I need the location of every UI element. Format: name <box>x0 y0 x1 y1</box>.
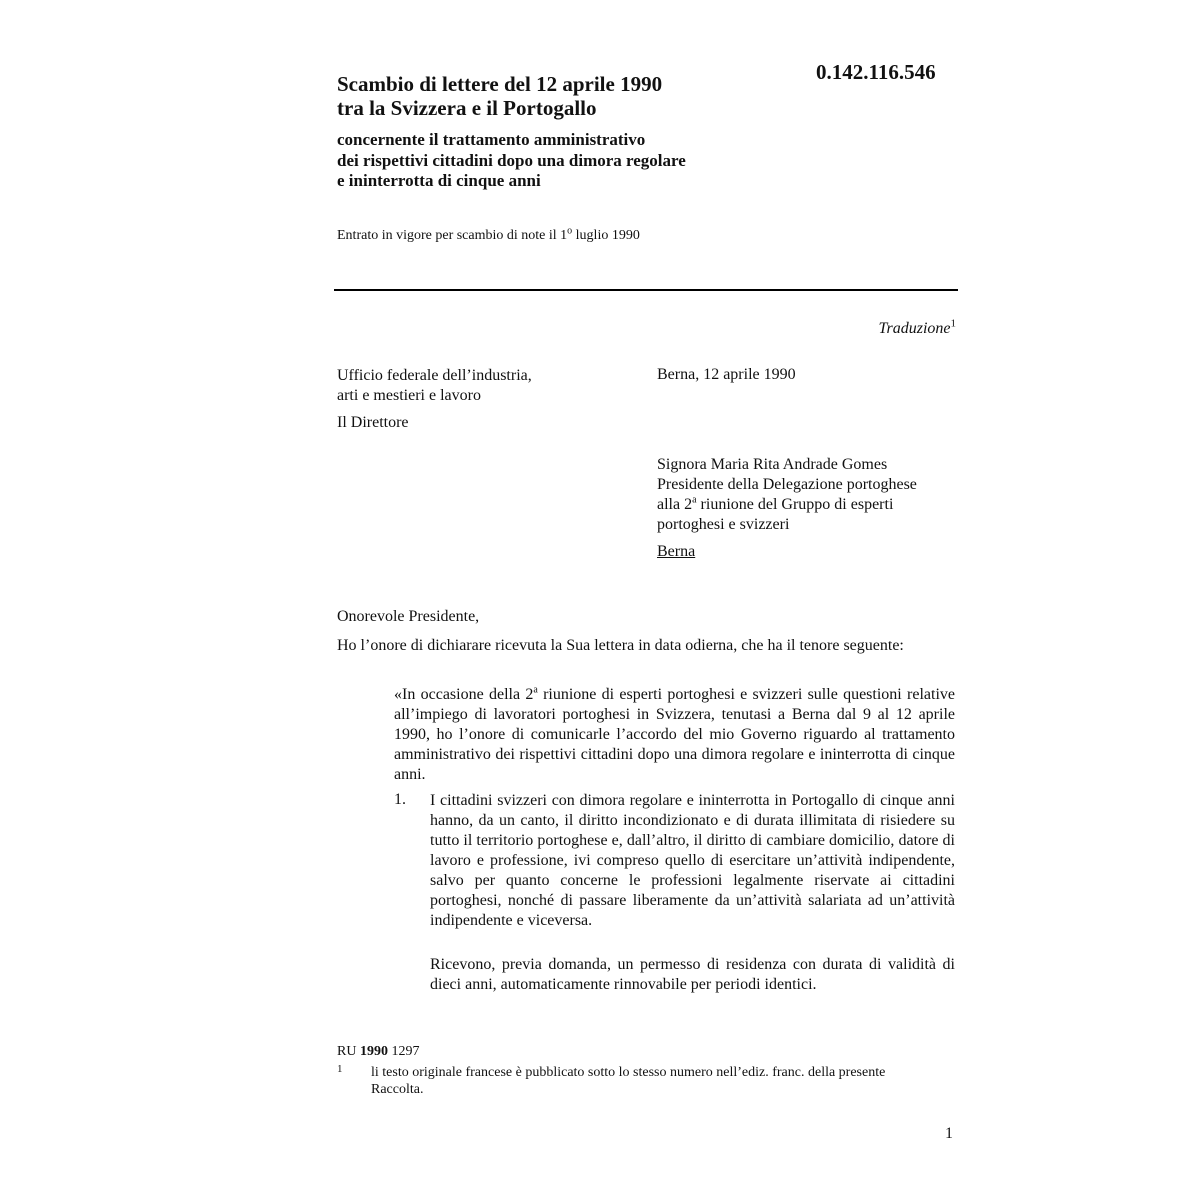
quoted-paragraph <box>394 685 955 785</box>
subtitle-line: dei rispettivi cittadini dopo una dimora regolare <box>337 150 686 170</box>
sr-number: 0.142.116.546 <box>816 60 936 84</box>
quote-prefix: «In occasione della 2 <box>394 686 534 703</box>
official-compilation-ref <box>337 1044 419 1060</box>
recipient-line-prefix: alla 2 <box>657 496 693 513</box>
footnote-text: li testo originale francese è pubblicato sotto lo stesso numero nell’ediz. franc. della presente Raccolta. <box>371 1065 886 1097</box>
document-title <box>337 72 807 120</box>
recipient-city: Berna <box>657 543 696 560</box>
title-line: tra la Svizzera e il Portogallo <box>337 96 597 120</box>
list-item-text: I cittadini svizzeri con dimora regolare e ininterrotta in Portogallo di cinque anni hanno, da un canto, il diritto incondizionato e di durata illimitata di risiedere su tutto il territorio portoghese e, dall’altro, il diritto di cambiare domicilio, datore di lavoro e professione, ivi compreso quello di esercitare un’attività indipendente, salvo per quanto concerne le professioni legalmente riservate ai cittadini portoghesi, nonché di passare liberamente da un’attività salariata ad un’attività indipendente e viceversa. <box>430 792 955 929</box>
recipient-block <box>657 455 957 535</box>
entry-note-suffix: luglio 1990 <box>572 228 640 243</box>
quote-suffix: riunione di esperti portoghesi e svizzeri sulle questioni relative all’impiego di lavoratori portoghesi in Svizzera, tenutasi a Berna dal 9 al 12 aprile 1990, ho l’onore di comunicarle l’accordo del mio Governo riguardo al trattamento amministrativo dei rispettivi cittadini dopo una dimora regolare e ininterrotta di cinque anni. <box>394 686 955 783</box>
sender-line: arti e mestieri e lavoro <box>337 387 481 404</box>
list-item-number: 1. <box>394 791 406 808</box>
list-item-paragraph: Ricevono, previa domanda, un permesso di residenza con durata di validità di dieci anni, automaticamente rinnovabile per periodi identici. <box>430 956 955 993</box>
document-subtitle <box>337 130 807 192</box>
subtitle-line: e ininterrotta di cinque anni <box>337 171 541 190</box>
recipient-line <box>657 495 957 515</box>
sender-title: Il Direttore <box>337 414 409 431</box>
sender-line: Ufficio federale dell’industria, <box>337 367 532 384</box>
entry-note-prefix: Entrato in vigore per scambio di note il 1 <box>337 228 568 243</box>
intro-paragraph: Ho l’onore di dichiarare ricevuta la Sua lettera in data odierna, che ha il tenore seguente: <box>337 637 904 654</box>
recipient-line: portoghesi e svizzeri <box>657 516 790 533</box>
ru-page: 1297 <box>387 1044 420 1059</box>
translation-text: Traduzione <box>878 320 951 337</box>
translation-label <box>878 317 956 338</box>
sender-block <box>337 366 637 406</box>
ru-year: 1990 <box>359 1044 388 1059</box>
entry-into-force-note <box>337 225 640 244</box>
place-date: Berna, 12 aprile 1990 <box>657 366 796 383</box>
footnote-number: 1 <box>337 1063 343 1075</box>
title-line: Scambio di lettere del 12 aprile 1990 <box>337 72 663 96</box>
subtitle-line: concernente il trattamento amministrativo <box>337 130 646 149</box>
recipient-line: Signora Maria Rita Andrade Gomes <box>657 456 888 473</box>
entry-note-sup: o <box>567 225 573 237</box>
quote-sup: a <box>533 684 538 696</box>
salutation: Onorevole Presidente, <box>337 608 480 625</box>
footnote-ref[interactable]: 1 <box>950 317 956 330</box>
horizontal-rule <box>334 289 958 291</box>
recipient-line-suffix: riunione del Gruppo di esperti <box>696 496 894 513</box>
recipient-line: Presidente della Delegazione portoghese <box>657 476 917 493</box>
recipient-line-sup: a <box>692 494 697 506</box>
ru-prefix: RU <box>337 1044 360 1059</box>
page-number: 1 <box>945 1125 953 1142</box>
